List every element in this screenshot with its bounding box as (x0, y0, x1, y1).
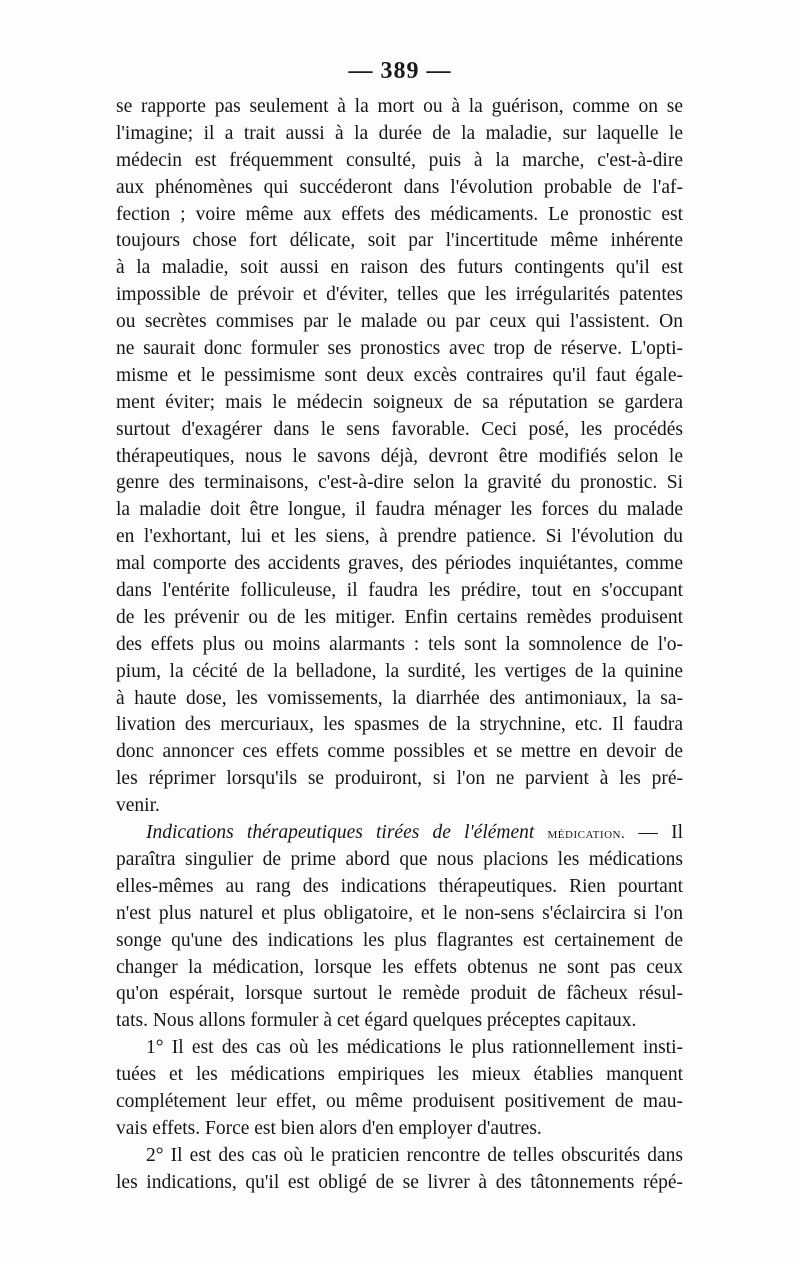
text-line: à la maladie, soit aussi en raison des futurs contingents qu'il est (116, 257, 683, 279)
text-line: dans l'entérite folliculeuse, il faudra les prédire, tout en s'occupant (116, 580, 683, 602)
text-line: toujours chose fort délicate, soit par l'incertitude même inhérente (116, 230, 683, 252)
page-number: — 389 — (348, 58, 452, 84)
text-line: médecin est fréquemment consulté, puis à la marche, c'est-à-dire (116, 149, 683, 171)
text-line: genre des terminaisons, c'est-à-dire selon la gravité du pronostic. Si (116, 472, 683, 494)
text-line: de les prévenir ou de les mitiger. Enfin certains remèdes produisent (116, 606, 683, 628)
section-heading-smallcaps: médication. (547, 826, 626, 843)
text-line: 2° Il est des cas où le praticien rencontre de telles obscurités dans (146, 1144, 683, 1166)
text-line: aux phénomènes qui succéderont dans l'évolution probable de l'af- (116, 176, 683, 198)
text-line: se rapporte pas seulement à la mort ou à la guérison, comme on se (116, 96, 683, 117)
text-line: fection ; voire même aux effets des médicaments. Le pronostic est (116, 203, 683, 225)
text-line: tats. Nous allons formuler à cet égard quelques préceptes capitaux. (116, 1010, 637, 1032)
text-line: à haute dose, les vomissements, la diarrhée des antimoniaux, la sa- (116, 687, 683, 709)
text-line: la maladie doit être longue, il faudra ménager les forces du malade (116, 499, 683, 521)
text-line: les réprimer lorsqu'ils se produiront, si l'on ne parvient à les pré- (116, 768, 683, 790)
body-text (116, 94, 683, 1197)
text-line: vais effets. Force est bien alors d'en employer d'autres. (116, 1117, 542, 1139)
text-line: paraîtra singulier de prime abord que nous placions les médications (116, 848, 683, 870)
text-line: ou secrètes commises par le malade ou par ceux qui l'assistent. On (116, 311, 683, 333)
text-line: thérapeutiques, nous le savons déjà, devront être modifiés selon le (116, 445, 683, 467)
text-line: tuées et les médications empiriques les mieux établies manquent (116, 1064, 683, 1086)
text-line: les indications, qu'il est obligé de se livrer à des tâtonnements répé- (116, 1171, 683, 1193)
text-line: songe qu'une des indications les plus flagrantes est certainement de (116, 929, 683, 951)
text-line: donc annoncer ces effets comme possibles et se mettre en devoir de (116, 741, 683, 763)
text-line: en l'exhortant, lui et les siens, à prendre patience. Si l'évolution du (116, 526, 683, 548)
text-line: l'imagine; il a trait aussi à la durée de la maladie, sur laquelle le (116, 122, 683, 144)
text-line: pium, la cécité de la belladone, la surdité, les vertiges de la quinine (116, 660, 683, 682)
text-line: ment éviter; mais le médecin soigneux de sa réputation se gardera (116, 391, 683, 413)
text-line: qu'on espérait, lorsque surtout le remède produit de fâcheux résul- (116, 983, 683, 1005)
section-heading (116, 820, 683, 847)
text-line: changer la médication, lorsque les effets obtenus ne sont pas ceux (116, 956, 683, 978)
section-heading-rest: — Il (625, 822, 683, 844)
text-line: elles-mêmes au rang des indications thérapeutiques. Rien pourtant (116, 875, 683, 897)
text-line: livation des mercuriaux, les spasmes de la strychnine, etc. Il faudra (116, 714, 683, 736)
text-line: mal comporte des accidents graves, des périodes inquiétantes, comme (116, 553, 683, 575)
text-line: n'est plus naturel et plus obligatoire, et le non-sens s'éclaircira si l'on (116, 902, 683, 924)
section-heading-italic: Indications thérapeutiques tirées de l'élément (146, 822, 535, 844)
text-line: misme et le pessimisme sont deux excès contraires qu'il faut égale- (116, 364, 683, 386)
text-line: surtout d'exagérer dans le sens favorable. Ceci posé, les procédés (116, 418, 683, 440)
text-line: venir. (116, 795, 160, 817)
text-line: des effets plus ou moins alarmants : tels sont la somnolence de l'o- (116, 633, 683, 655)
text-line: complétement leur effet, ou même produisent positivement de mau- (116, 1090, 683, 1112)
text-line: impossible de prévoir et d'éviter, telles que les irrégularités patentes (116, 284, 683, 306)
text-line: ne saurait donc formuler ses pronostics avec trop de réserve. L'opti- (116, 338, 683, 360)
text-line: 1° Il est des cas où les médications le plus rationnellement insti- (146, 1037, 683, 1059)
